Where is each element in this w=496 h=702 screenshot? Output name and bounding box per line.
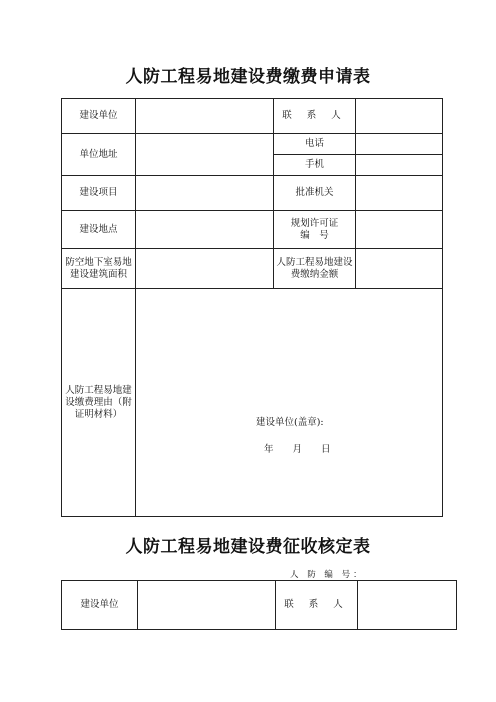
- planning-permit-line2: 编 号: [300, 229, 329, 241]
- value-telephone[interactable]: [356, 134, 443, 155]
- value-construction-site[interactable]: [136, 211, 274, 249]
- value-construction-unit-2[interactable]: [138, 581, 276, 630]
- label-construction-project: 建设项目: [62, 176, 136, 211]
- label-fee-amount: 人防工程易地建设费缴纳金额: [274, 249, 356, 289]
- label-civil-air-defense-area: 防空地下室易地建设建筑面积: [62, 249, 136, 289]
- value-civil-air-defense-area[interactable]: [136, 249, 274, 289]
- label-construction-unit-2: 建设单位: [62, 581, 138, 630]
- value-contact-person-2[interactable]: [358, 581, 457, 630]
- value-fee-amount[interactable]: [356, 249, 443, 289]
- planning-permit-line1: 规划许可证: [290, 217, 339, 229]
- seal-label: 建设单位(盖章):: [256, 417, 324, 428]
- verification-form-table: [61, 580, 457, 630]
- value-construction-project[interactable]: [136, 176, 274, 211]
- label-telephone: 电话: [274, 134, 356, 155]
- form-title-verification: 人防工程易地建设费征收核定表: [125, 537, 371, 557]
- label-construction-unit: 建设单位: [62, 99, 136, 134]
- label-contact-person-2: 联 系 人: [276, 581, 358, 630]
- value-planning-permit[interactable]: [356, 211, 443, 249]
- form-title-application: 人防工程易地建设费缴费申请表: [125, 67, 371, 87]
- label-unit-address: 单位地址: [62, 134, 136, 176]
- value-approval-authority[interactable]: [356, 176, 443, 211]
- date-line: 年 月 日: [264, 444, 331, 455]
- value-payment-reason[interactable]: [136, 289, 443, 517]
- label-contact-person: 联 系 人: [274, 99, 356, 134]
- value-contact-person[interactable]: [356, 99, 443, 134]
- value-unit-address[interactable]: [136, 134, 274, 176]
- value-construction-unit[interactable]: [136, 99, 274, 134]
- label-approval-authority: 批准机关: [274, 176, 356, 211]
- label-construction-site: 建设地点: [62, 211, 136, 249]
- label-mobile: 手机: [274, 155, 356, 176]
- civil-air-defense-number-label: 人 防 编 号：: [290, 570, 365, 580]
- label-planning-permit: [274, 211, 356, 249]
- label-payment-reason: 人防工程易地建设缴费理由（附证明材料）: [62, 289, 136, 517]
- application-form-table: [61, 98, 443, 517]
- value-mobile[interactable]: [356, 155, 443, 176]
